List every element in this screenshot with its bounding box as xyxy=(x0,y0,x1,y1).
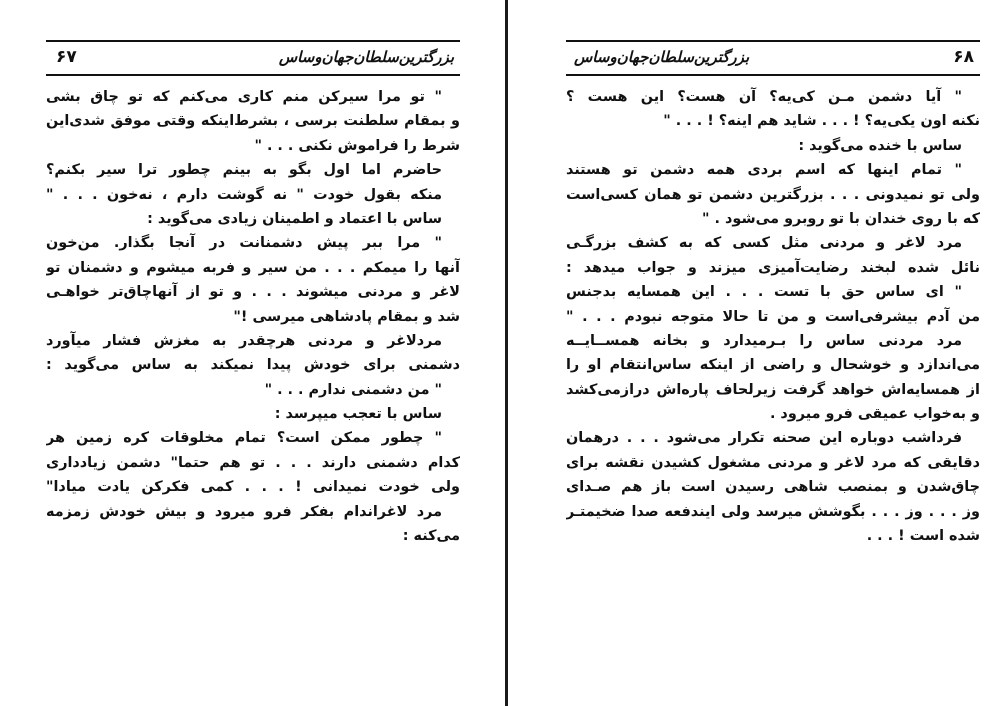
book-spine xyxy=(505,0,508,706)
left-running-title: بزرگترین‌سلطان‌جهان‌وساس xyxy=(278,48,454,66)
text-line: " تمام اینها که اسم بردی همه دشمن تو هستند xyxy=(566,162,962,179)
text-line: من آدم بیشرفی‌است و من تا حالا متوجه نبودم . . . " xyxy=(566,308,980,325)
text-line: ساس با اعتماد و اطمینان زیادی می‌گوید : xyxy=(147,210,442,227)
text-line: که با روی خندان با تو روبرو می‌شود . " xyxy=(702,210,980,227)
text-line: دقایقی که مرد لاغر و مردنی مشغول کشیدن نقشه برای xyxy=(566,454,980,471)
text-line: " ای ساس حق با تست . . . این همسایه بدجنس xyxy=(566,284,962,301)
text-line: مرد‌لاغر و مردنی هرچقدر به مغزش فشار میآورد xyxy=(46,332,442,349)
text-line: ولی خودت نمیدانی ! . . . کمی فکرکن یادت میادا" xyxy=(46,479,460,496)
text-line: ساس با تعجب میپرسد : xyxy=(274,406,442,423)
text-line: فرداشب دوباره این صحنه تکرار می‌شود . . . درهمان xyxy=(566,430,962,447)
right-running-title: بزرگترین‌سلطان‌جهان‌وساس xyxy=(574,48,750,66)
text-line: نائل شده لبخند رضایت‌آمیزی میزند و جواب میدهد : xyxy=(566,259,980,276)
text-line: آنها را میمکم . . . من سیر و فربه میشوم و دشمنان تو xyxy=(46,259,460,276)
text-line: مرد لاغراندام بفکر فرو میرود و بیش خودش زمزمه xyxy=(46,503,442,520)
text-line: " تو مرا سیرکن منم کاری می‌کنم که تو چاق بشی xyxy=(46,89,442,105)
text-line: " چطور ممکن است؟ تمام مخلوقات کره زمین هر xyxy=(46,430,442,447)
text-line: نکنه اون یکی‌یه؟ ! . . . شاید هم اینه؟ ! . . . " xyxy=(663,113,980,130)
text-line: وز . . . وز . . . بگوشش میرسد ولی ایندفعه صدا ضخیمتـر xyxy=(566,503,980,520)
text-line: ساس با خنده می‌گوید : xyxy=(798,137,962,154)
left-page xyxy=(46,40,460,700)
left-running-head xyxy=(46,40,460,76)
text-line: مرد مردنی ساس را بـرمیدارد و بخانه همســایــه xyxy=(566,332,962,349)
text-line: شده است ! . . . xyxy=(866,528,980,545)
text-line: شد و بمقام پادشاهی میرسی !" xyxy=(233,308,460,325)
text-line: حاضرم اما اول بگو به بینم چطور ترا سیر بکنم؟ xyxy=(46,162,442,179)
left-page-number: ۶۷ xyxy=(56,47,77,67)
text-line: دشمنی برای خودش پیدا نمیکند به ساس می‌گوید : xyxy=(46,357,460,374)
text-line: لاغر و مردنی میشوند . . . و تو از آنها‌چاق‌تر خواهـی xyxy=(46,284,460,301)
right-page-body xyxy=(566,85,980,548)
text-line: و به‌خواب عمیقی فرو میرود . xyxy=(769,406,980,423)
left-page-body xyxy=(46,85,460,548)
right-page-number: ۶۸ xyxy=(953,47,974,67)
text-line: چاق‌شدن و بمنصب شاهی رسیدن است باز هم صـدای xyxy=(566,479,980,496)
text-line: " آیا دشمن مـن کی‌یه؟ آن هست؟ این هست ؟ xyxy=(566,89,962,105)
text-line: منکه بقول خودت " نه گوشت دارم ، نه‌خون . . . " xyxy=(46,186,442,203)
text-line: " مرا ببر پیش دشمنانت در آنجا بگذار. من‌خون xyxy=(46,235,442,252)
right-page xyxy=(566,40,980,700)
text-line: و بمقام سلطنت برسی ، بشرط‌اینکه وقتی موفق شدی‌این xyxy=(46,113,460,130)
text-line: ولی تو نمیدونی . . . بزرگترین دشمن تو همان کسی‌است xyxy=(566,186,980,203)
text-line: مرد لاغر و مردنی مثل کسی که به کشف بزرگـی xyxy=(566,235,962,252)
text-line: می‌کنه : xyxy=(402,528,460,545)
text-line: از همسایه‌اش خواهد گرفت زیرلحاف پاره‌اش درازمی‌کشد xyxy=(566,381,980,398)
text-line: " من دشمنی ندارم . . . " xyxy=(264,381,442,398)
text-line: کدام دشمنی دارند . . . تو هم حتما" دشمن زیاد‌داری xyxy=(46,454,460,471)
right-running-head xyxy=(566,40,980,76)
text-line: می‌اندازد و خوشحال و راضی از اینکه ساس‌انتقام او را xyxy=(566,357,980,374)
text-line: شرط را فراموش نکنی . . . " xyxy=(254,137,460,154)
